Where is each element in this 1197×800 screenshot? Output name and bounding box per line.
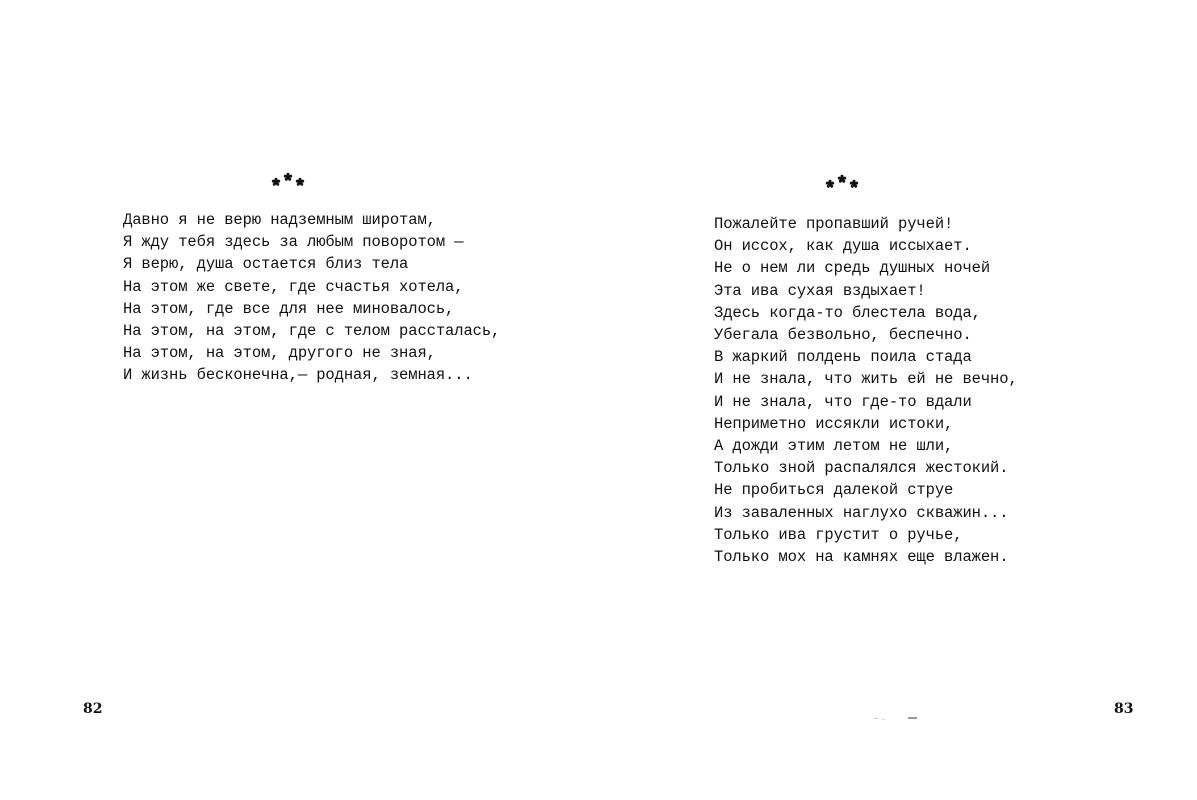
poem-line: Не пробиться далекой струе	[714, 481, 954, 500]
poem-line: Давно я не верю надземным широтам,	[123, 211, 436, 229]
poem-line: Неприметно иссякли истоки,	[714, 414, 954, 433]
right-poem	[714, 213, 1018, 568]
poem-line: А дожди этим летом не шли,	[714, 437, 954, 456]
poem-line: И не знала, что жить ей не вечно,	[714, 370, 1018, 389]
poem-line: Убегала безвольно, беспечно.	[714, 326, 972, 345]
page-number: 82	[83, 701, 103, 717]
poem-line: Я верю, душа остается близ тела	[123, 255, 409, 274]
poem-line: На этом, на этом, другого не зная,	[123, 344, 436, 363]
poem-line: На этом, где все для нее миновалось,	[123, 299, 455, 318]
poem-line: Только зной распалялся жестокий.	[714, 459, 1009, 478]
left-page	[0, 0, 598, 800]
left-poem	[123, 209, 500, 387]
poem-line: Не о нем ли средь душных ночей	[714, 259, 991, 278]
poem-line: Из заваленных наглухо скважин...	[714, 503, 1009, 522]
poem-line: И жизнь бесконечна,— родная, земная...	[123, 366, 473, 385]
poem-line: Только мох на камнях еще влажен.	[714, 548, 1009, 567]
poem-line: Здесь когда-то блестела вода,	[714, 303, 981, 322]
page-number: 83	[1114, 701, 1134, 717]
poem-line: И не знала, что где-то вдали	[714, 392, 972, 411]
poem-line: На этом же свете, где счастья хотела,	[123, 277, 464, 296]
poem-line: Пожалейте пропавший ручей!	[714, 215, 954, 233]
paper-specks	[870, 714, 930, 724]
asterism-ornament-icon	[822, 172, 862, 192]
poem-line: Он иссох, как душа иссыхает.	[714, 237, 972, 256]
right-page	[598, 0, 1197, 800]
poem-line: В жаркий полдень поила стада	[714, 348, 972, 367]
poem-line: Только ива грустит о ручье,	[714, 525, 963, 544]
poem-line: Я жду тебя здесь за любым поворотом —	[123, 233, 464, 252]
asterism-ornament-icon	[268, 170, 308, 190]
poem-line: На этом, на этом, где с телом рассталась,	[123, 322, 501, 341]
poem-line: Эта ива сухая вздыхает!	[714, 281, 926, 300]
